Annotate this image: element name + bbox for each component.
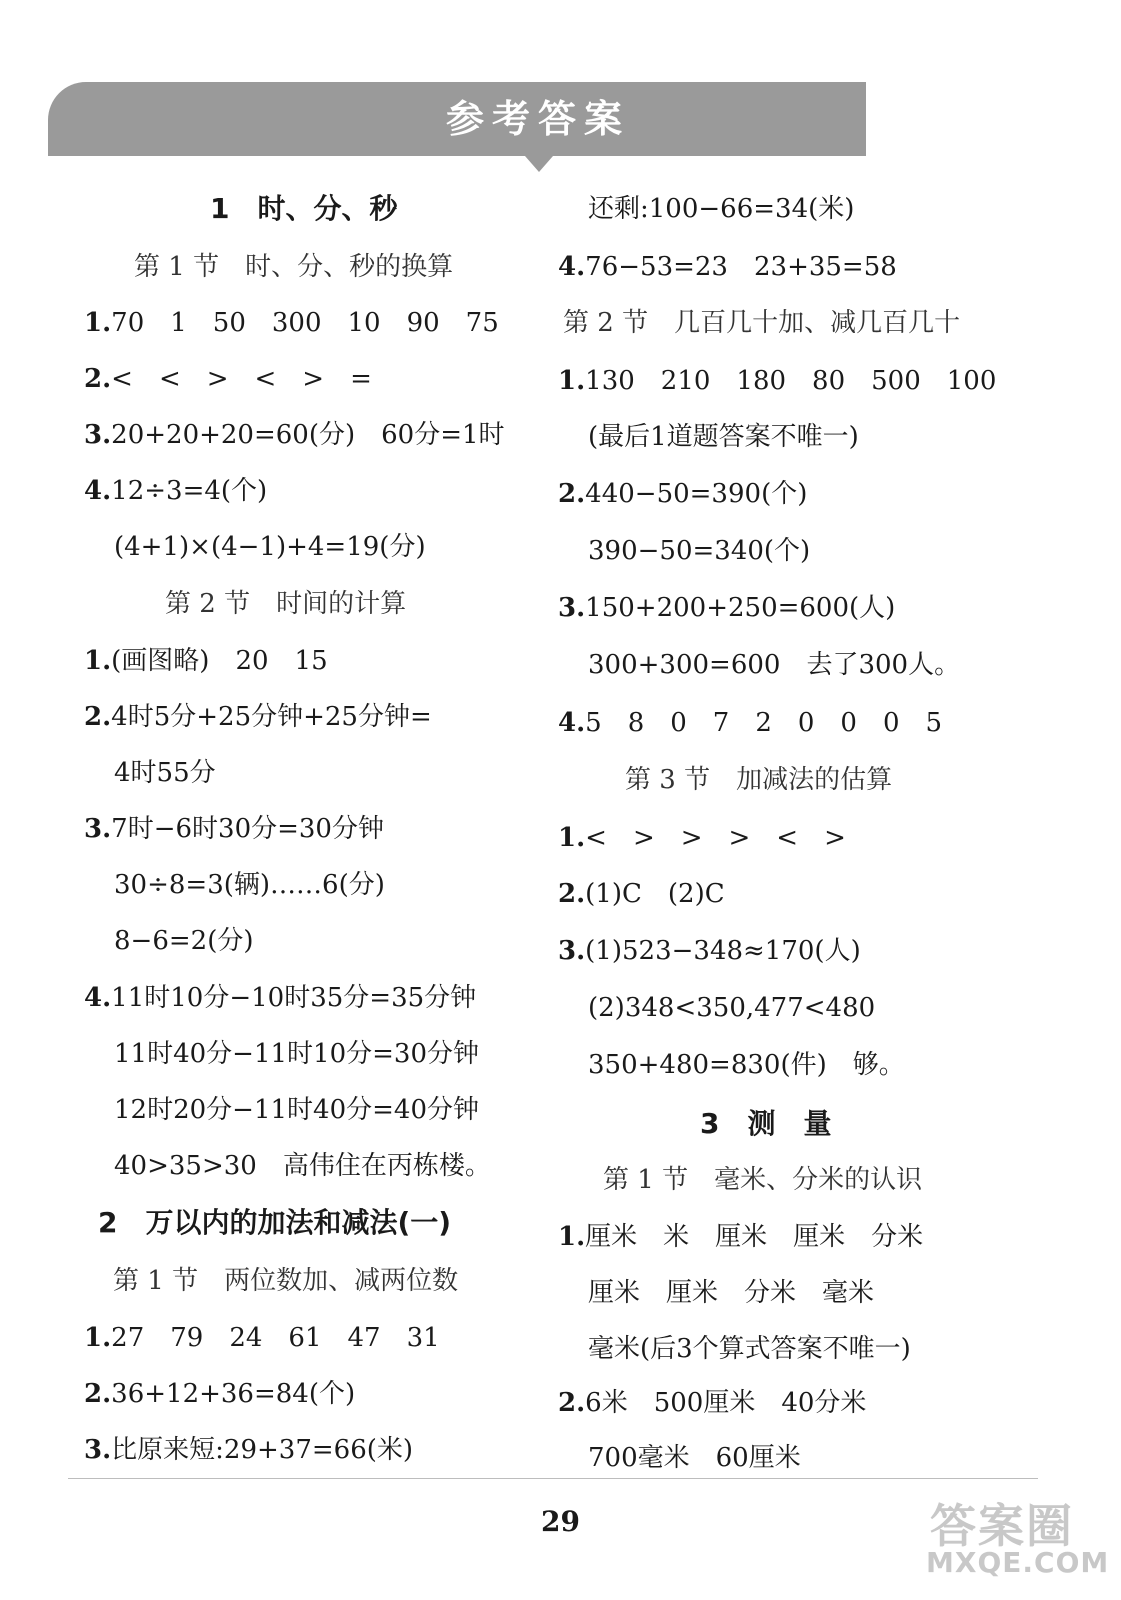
answer-line: 350+480=830(件) 够。 xyxy=(588,1050,905,1080)
page-title: 参考答案 xyxy=(445,97,630,141)
answer-line: 2.4时5分+25分钟+25分钟= xyxy=(84,702,432,732)
answer-line: 2.(1)C (2)C xyxy=(558,879,725,909)
answer-line: 1.< > > > < > xyxy=(558,823,846,853)
answer-line: 4.5 8 0 7 2 0 0 0 5 xyxy=(558,708,943,738)
answer-line: 2.6米 500厘米 40分米 xyxy=(558,1388,867,1418)
answer-line: (4+1)×(4−1)+4=19(分) xyxy=(114,532,426,562)
footer-divider xyxy=(68,1478,1038,1479)
answer-line: 3.150+200+250=600(人) xyxy=(558,593,896,623)
chapter-3-title: 3 测 量 xyxy=(700,1107,832,1140)
section-2-2-title: 第 2 节 几百几十加、减几百几十 xyxy=(563,308,961,338)
answer-line: 700毫米 60厘米 xyxy=(588,1443,801,1473)
answer-line: 3.比原来短:29+37=66(米) xyxy=(84,1435,414,1465)
watermark-logo xyxy=(926,1490,1110,1590)
answer-line: 4.12÷3=4(个) xyxy=(84,476,268,506)
answer-line: 4时55分 xyxy=(114,758,216,788)
section-2-3-title: 第 3 节 加减法的估算 xyxy=(625,765,893,795)
answer-line: 1.(画图略) 20 15 xyxy=(84,646,328,676)
watermark-text-top: 答案圈 xyxy=(930,1499,1074,1553)
answer-line: 毫米(后3个算式答案不唯一) xyxy=(588,1334,911,1364)
page-number: 29 xyxy=(541,1505,580,1538)
answer-line: 3.20+20+20=60(分) 60分=1时 xyxy=(84,420,505,450)
chapter-2-title: 2 万以内的加法和减法(一) xyxy=(98,1206,452,1239)
watermark-text-bottom: MXQE.COM xyxy=(926,1546,1110,1579)
answer-line: (最后1道题答案不唯一) xyxy=(588,422,859,452)
answer-line: (2)348<350,477<480 xyxy=(588,993,876,1023)
answer-line: 3.7时−6时30分=30分钟 xyxy=(84,814,384,844)
section-3-1-title: 第 1 节 毫米、分米的认识 xyxy=(603,1165,923,1195)
answer-line: 1.70 1 50 300 10 90 75 xyxy=(84,308,499,338)
answer-line: 30÷8=3(辆)……6(分) xyxy=(114,870,385,900)
answer-line: 还剩:100−66=34(米) xyxy=(588,194,855,224)
answer-line: 11时40分−11时10分=30分钟 xyxy=(114,1039,479,1069)
answer-line: 40>35>30 高伟住在丙栋楼。 xyxy=(114,1151,491,1181)
answer-line: 1.27 79 24 61 47 31 xyxy=(84,1323,440,1353)
answer-line: 4.76−53=23 23+35=58 xyxy=(558,252,897,282)
section-1-2-title: 第 2 节 时间的计算 xyxy=(165,589,407,619)
answer-line: 4.11时10分−10时35分=35分钟 xyxy=(84,983,477,1013)
answer-line: 12时20分−11时40分=40分钟 xyxy=(114,1095,479,1125)
answer-line: 厘米 厘米 分米 毫米 xyxy=(588,1278,875,1308)
answer-line: 1.厘米 米 厘米 厘米 分米 xyxy=(558,1222,924,1252)
answer-line: 390−50=340(个) xyxy=(588,536,811,566)
answer-line: 8−6=2(分) xyxy=(114,926,254,956)
section-2-1-title: 第 1 节 两位数加、减两位数 xyxy=(113,1266,459,1296)
answer-line: 2.< < > < > = xyxy=(84,364,372,394)
chapter-1-title: 1 时、分、秒 xyxy=(210,192,398,225)
answer-line: 2.440−50=390(个) xyxy=(558,479,808,509)
answer-line: 1.130 210 180 80 500 100 xyxy=(558,366,997,396)
answer-line: 3.(1)523−348≈170(人) xyxy=(558,936,861,966)
answer-line: 300+300=600 去了300人。 xyxy=(588,650,961,680)
section-1-1-title: 第 1 节 时、分、秒的换算 xyxy=(134,252,454,282)
answer-line: 2.36+12+36=84(个) xyxy=(84,1379,356,1409)
header-banner-notch xyxy=(525,156,553,172)
